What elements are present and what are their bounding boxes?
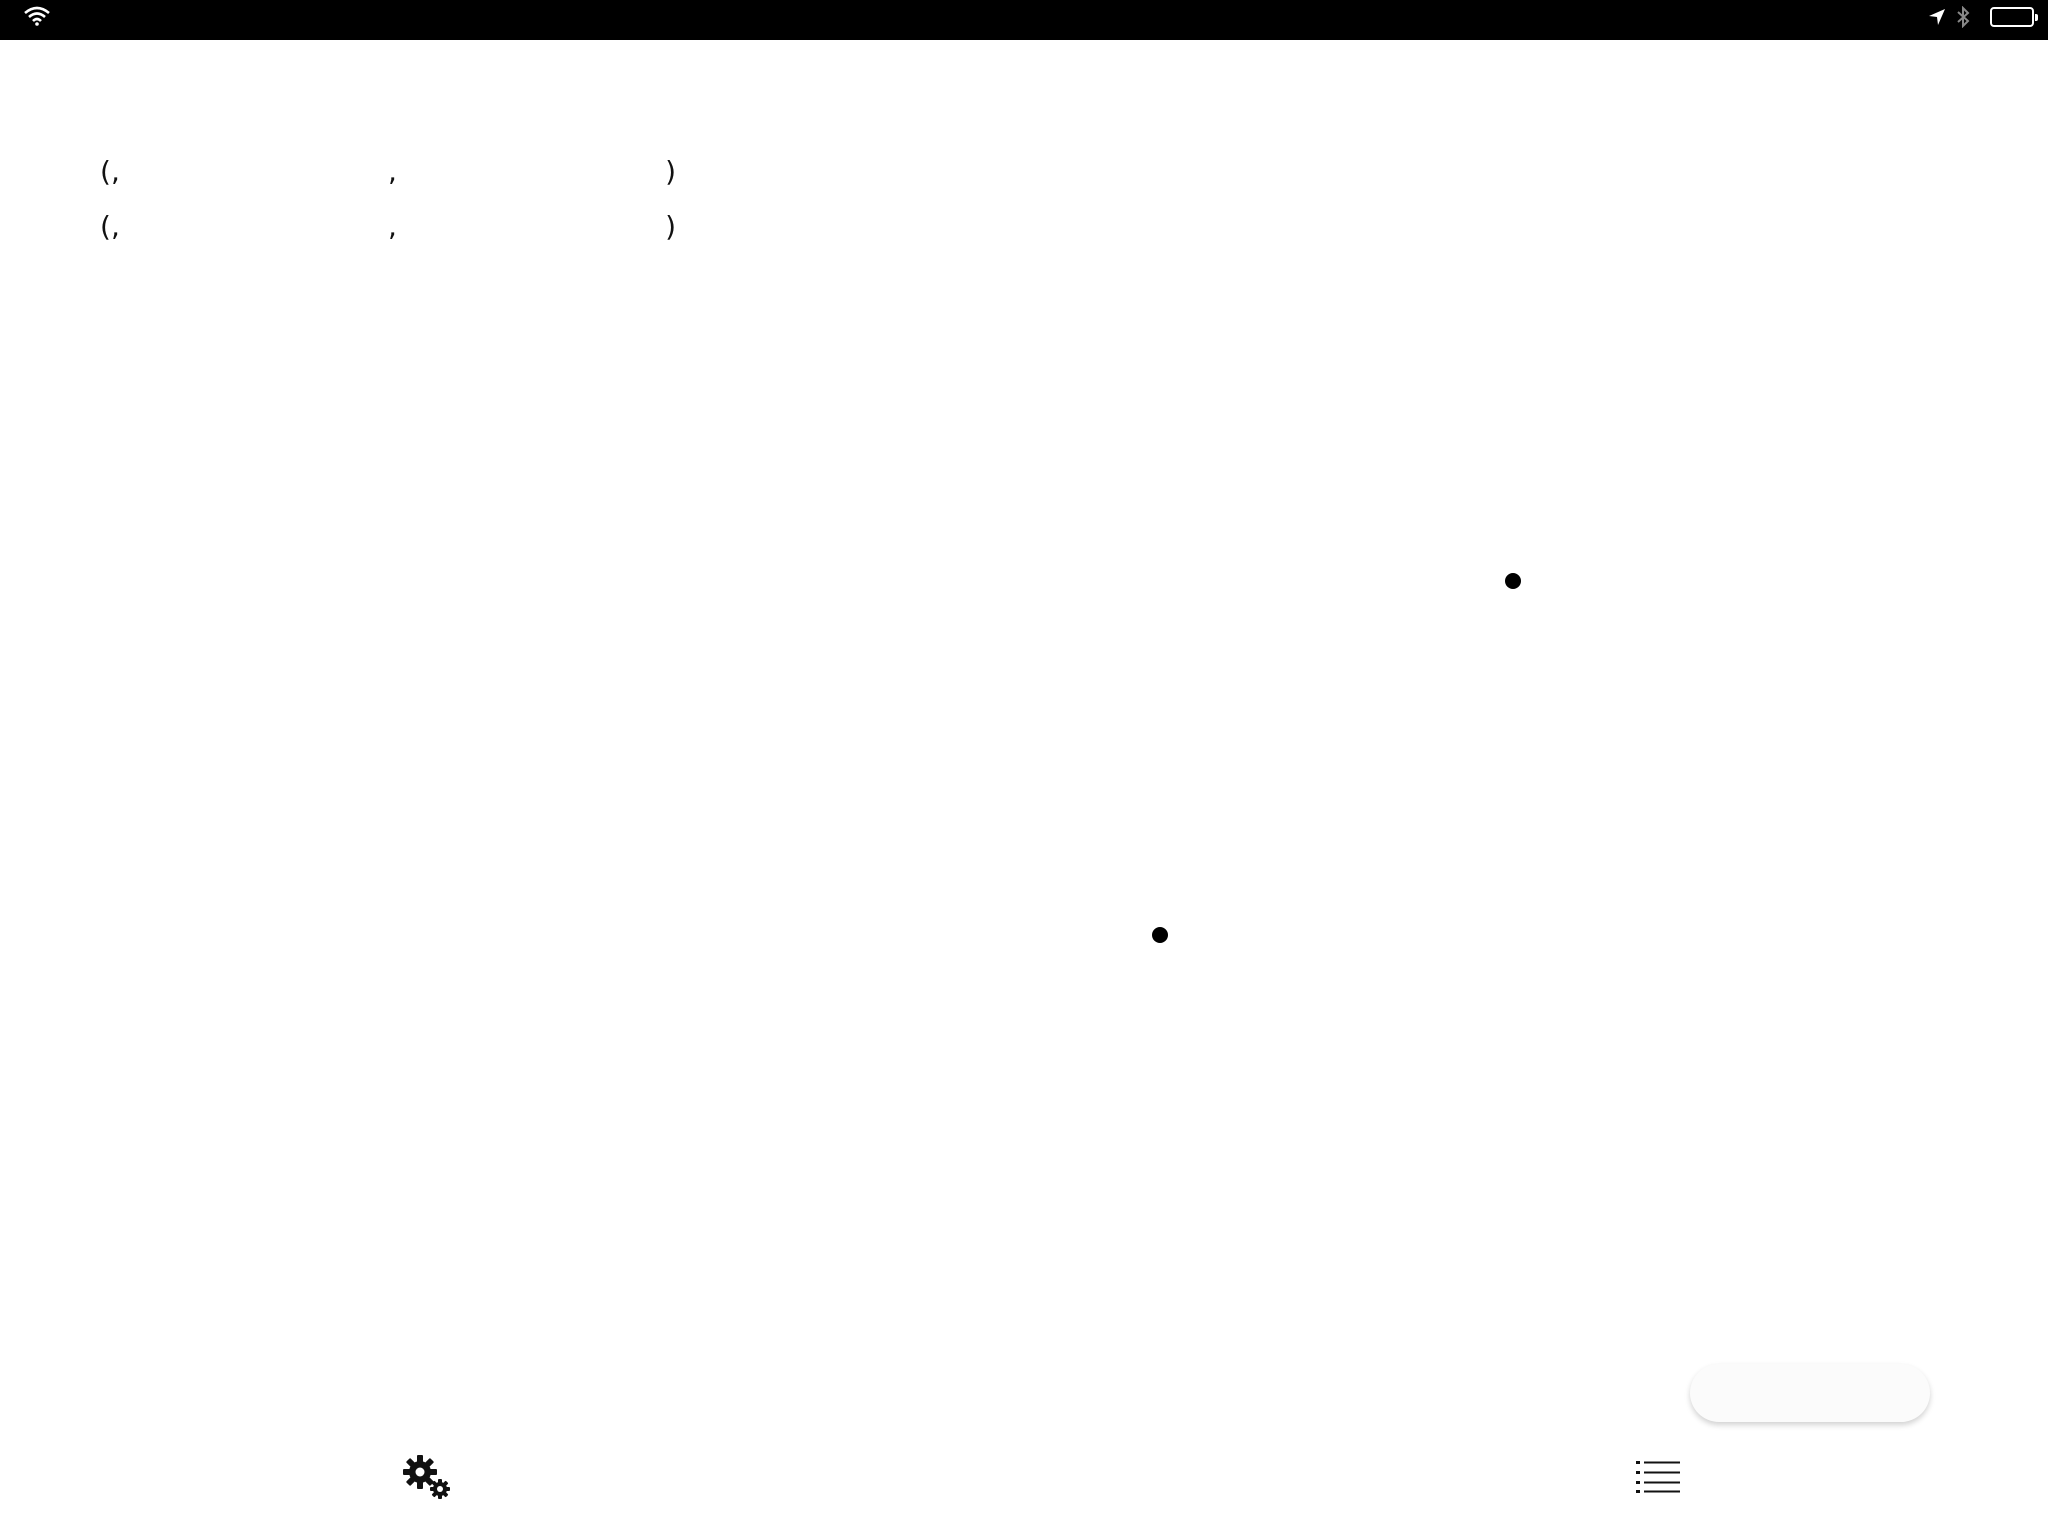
text-line-7: (, , ): [100, 209, 676, 243]
status-bar-right: [1928, 6, 2034, 28]
body-text: [100, 150, 676, 259]
lorenz-attractor-visualization[interactable]: [780, 150, 1960, 1330]
status-bar-left: [12, 6, 50, 26]
list-menu-icon[interactable]: [1636, 1460, 1680, 1494]
bottom-toolbar: [0, 1440, 2048, 1536]
status-bar: [0, 0, 2048, 40]
bluetooth-icon: [1956, 6, 1970, 28]
settings-gears-icon[interactable]: [402, 1455, 454, 1503]
wifi-icon: [24, 6, 50, 26]
fixed-point-left: [1152, 927, 1168, 943]
text-line-1: (, , ): [100, 155, 676, 188]
location-arrow-icon: [1928, 8, 1946, 26]
battery-icon: [1990, 7, 2034, 27]
start-button[interactable]: [1690, 1364, 1930, 1422]
fixed-point-right: [1505, 573, 1521, 589]
